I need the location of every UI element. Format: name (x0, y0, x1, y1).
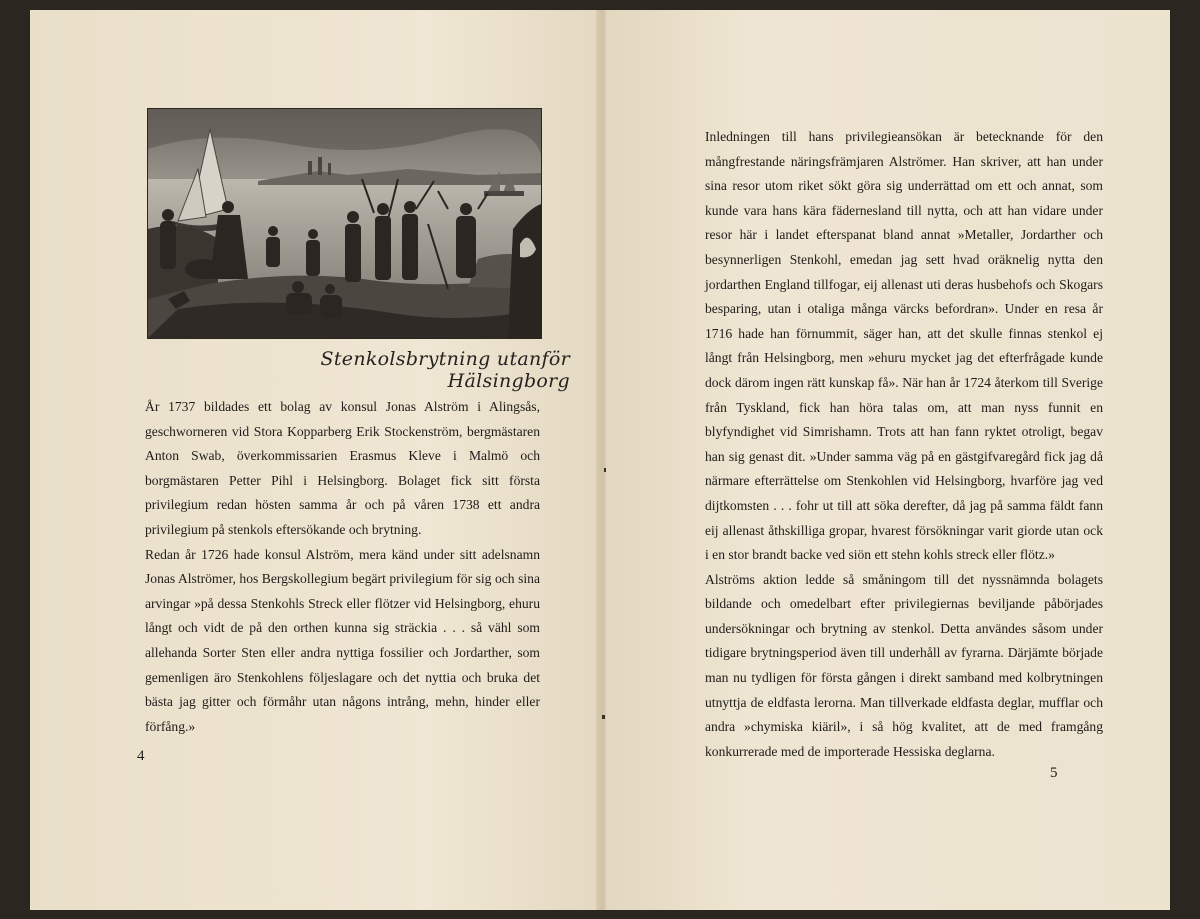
page-number-left: 4 (137, 748, 145, 764)
paragraph: Alströms aktion ledde så småningom till det nyssnämnda bolagets bildande och omedelbart efter privilegiernas beviljande påbörjades undersökningar och brytning av stenkol. Detta användes såsom under tidigare brytningsperiod även till underhåll av fyrarna. Därjämte började man nu tydligen för första gången i direkt samband med kolbrytningen utnyttja de eldfasta lerorna. Man tillverkade eldfasta deglar, mufflar och andra »chymiska kiäril», i så hög kvalitet, att de med framgång konkurrerade med de importerade Hessiska deglarna. (705, 571, 1103, 759)
engraving-illustration (148, 109, 541, 338)
left-body-text (145, 395, 540, 739)
right-page (606, 10, 1170, 910)
paragraph: Redan år 1726 hade konsul Alström, mera känd under sitt adelsnamn Jonas Alströmer, hos Bergskollegium begärt privilegium för sig och sina arvingar »på dessa Stenkohls Streck eller flötzer vid Helsingborg, ehuru långt och vidt de på den orthen kunna sig sträckia . . . så vähl som allehanda Sorter Sten eller andra nyttiga fossilier och Jordarther, som gemenligen äro Stenkohlens följeslagare och det nyttia och bruka det bästa jag gitter och förmåhr utan någons intrång, mehn, hinder eller förfång.» (145, 546, 540, 734)
left-page (30, 10, 598, 910)
paragraph: År 1737 bildades ett bolag av konsul Jonas Alström i Alingsås, geschworneren vid Stora Kopparberg Erik Stockenström, bergmästaren Anton Swab, överkommissarien Erasmus Kleve i Malmö och borgmästaren Petter Pihl i Helsingborg. Bolaget fick sitt första privilegium redan hösten samma år och på våren 1738 ett andra privilegium på stenkols eftersökande och brytning. (145, 399, 540, 537)
book-spread (30, 10, 1170, 910)
page-number-right: 5 (1050, 765, 1058, 781)
illustration (147, 108, 542, 339)
illustration-caption: Stenkolsbrytning utanför Hälsingborg (320, 348, 570, 392)
paragraph: Inledningen till hans privilegieansökan är betecknande för den mångfrestande näringsfrämjaren Alströmer. Han skriver, att han under sina resor utom riket sökt göra sig underrättad om ett och annat, som kunde vara hans kära fädernesland till nytta, och att han vidare under resor här i landet efterspanat bland annat »Metaller, Jordarther och besynnerligen Stenkohl, emedan jag sett hvad oräknelig nytta den jordarthen England tillfogar, eij allenast uti deras husbehofs och Skogars besparing, utan i otaliga många värcks befordran». Under en resa år 1716 hade han förnummit, säger han, att det skulle finnas stenkol ej långt från Helsingborg, men »ehuru mycket jag det efterfrågade kunde dock därom ingen rätt kunskap få». När han år 1724 återkom till Sverige från Tyskland, fick han höra talas om, att man nyss funnit en blyfyndighet vid Simrishamn. Trots att han fann ryktet otroligt, begav han sig genast dit. »Under samma väg på en gästgifvaregård fick jag då närmare efterrättelse om Stenkohlen vid Helsingborg, hvarföre jag ved dijtkomsten . . . fohr ut till att söka derefter, då jag på samma fäldt fann eij allenast åthskilliga gropar, hvarest försökningar varit giorde utan ock i en stor brandt backe ved siön ett stehn kohls streck eller flötz.» (705, 129, 1103, 563)
gutter-mark (602, 715, 605, 719)
right-body-text (705, 125, 1103, 764)
